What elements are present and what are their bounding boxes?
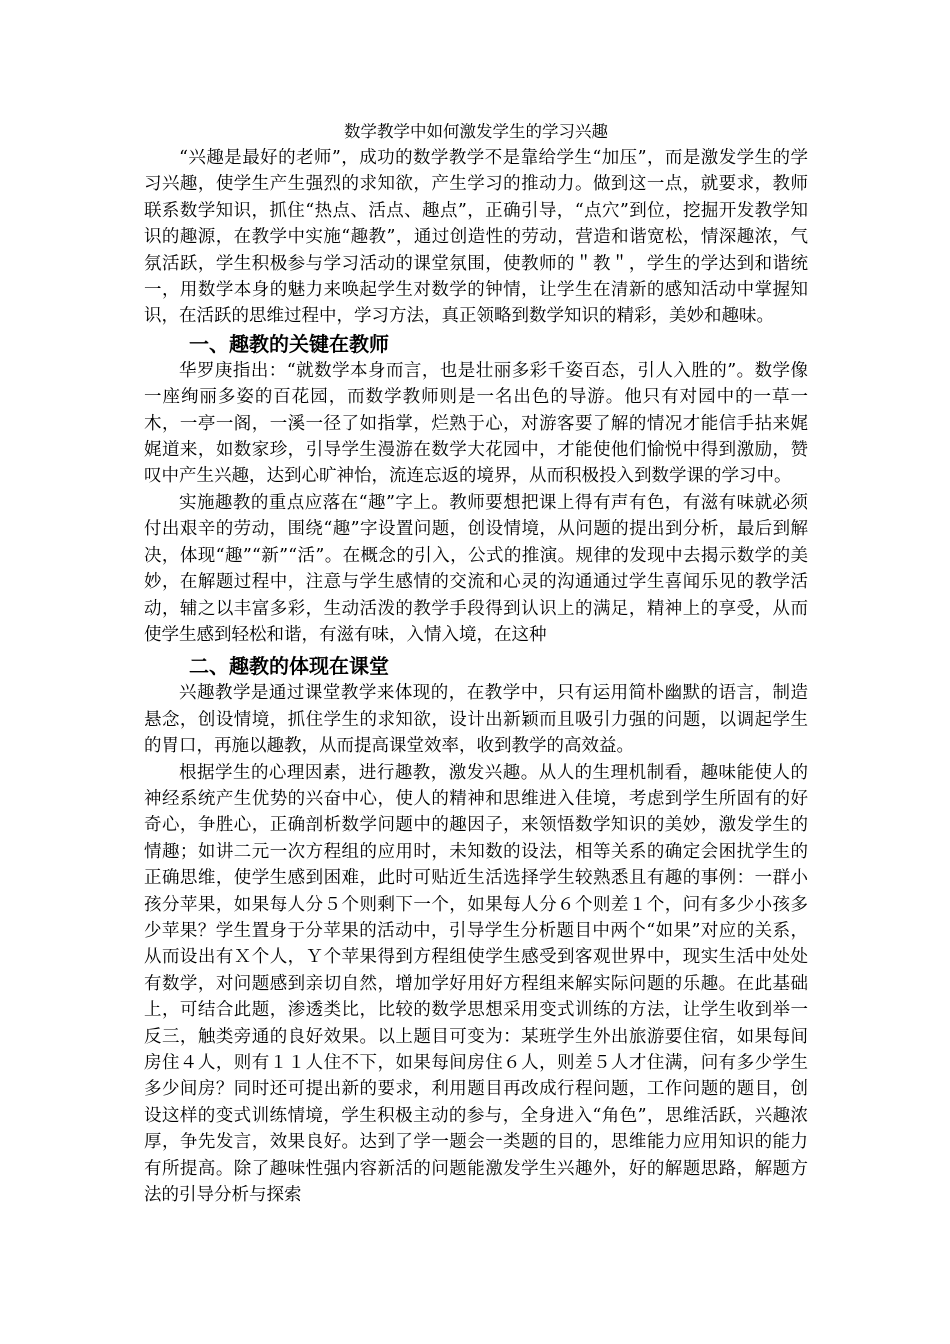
section-1-heading: 一、趣教的关键在教师 — [189, 331, 389, 356]
document-title: 数学教学中如何激发学生的学习兴趣 — [344, 122, 608, 141]
section-1-paragraph-1: 华罗庚指出：“就数学本身而言，也是壮丽多彩千姿百态，引人入胜的”。数学像一座绚丽多姿的百花园，而数学教师则是一名出色的导游。他只有对园中的一草一木，一亭一阁，一溪一径了如指掌，烂熟于心，对游客要了解的情况才能信手拈来娓娓道来，如数家珍，引导学生漫游在数学大花园中，才能使他们愉悦中得到激励，赞叹中产生兴趣，达到心旷神怡，流连忘返的境界，从而积极投入到数学课的学习中。 — [144, 360, 808, 487]
section-2-paragraph-2: 根据学生的心理因素，进行趣教，激发兴趣。从人的生理机制看，趣味能使人的神经系统产生优势的兴奋中心，使人的精神和思维进入佳境，考虑到学生所固有的好奇心，争胜心，正确剖析数学问题中的趣因子，来领悟数学知识的美妙，激发学生的情趣；如讲二元一次方程组的应用时，未知数的设法，相等关系的确定会困扰学生的正确思维，使学生感到困难，此时可贴近生活选择学生较熟悉且有趣的事例：一群小孩分苹果，如果每人分５个则剩下一个，如果每人分６个则差１个，问有多少小孩多少苹果？学生置身于分苹果的活动中，引导学生分析题目中两个“如果”对应的关系，从而设出有Ｘ个人，Ｙ个苹果得到方程组使学生感受到客观世界中，现实生活中处处有数学，对问题感到亲切自然，增加学好用好方程组来解实际问题的乐趣。在此基础上，可结合此题，渗透类比，比较的数学思想采用变式训练的方法，让学生收到举一反三，触类旁通的良好效果。以上题目可变为：某班学生外出旅游要住宿，如果每间房住４人，则有１１人住不下，如果每间房住６人，则差５人才住满，问有多少学生多少间房？同时还可提出新的要求，利用题目再改成行程问题，工作问题的题目，创设这样的变式训练情境，学生积极主动的参与，全身进入“角色”，思维活跃，兴趣浓厚，争先发言，效果良好。达到了学一题会一类题的目的，思维能力应用知识的能力有所提高。除了趣味性强内容新活的问题能激发学生兴趣外，好的解题思路，解题方法的引导分析与探索 — [144, 762, 808, 1206]
intro-paragraph: “兴趣是最好的老师”，成功的数学教学不是靠给学生“加压”，而是激发学生的学习兴趣，使学生产生强烈的求知欲，产生学习的推动力。做到这一点，就要求，教师联系数学知识，抓住“热点、活点、趣点”，正确引导，“点穴”到位，挖掘开发教学知识的趣源，在教学中实施“趣教”，通过创造性的劳动，营造和谐宽松，情深趣浓，气氛活跃，学生积极参与学习活动的课堂氛围，使教师的＂教＂，学生的学达到和谐统一，用数学本身的魅力来唤起学生对数学的钟情，让学生在清新的感知活动中掌握知识，在活跃的思维过程中，学习方法，真正领略到数学知识的精彩，美妙和趣味。 — [144, 148, 808, 327]
document-page — [144, 119, 808, 1208]
section-2-paragraph-1: 兴趣教学是通过课堂教学来体现的，在教学中，只有运用简朴幽默的语言，制造悬念，创设情境，抓住学生的求知欲，设计出新颖而且吸引力强的问题，以调起学生的胃口，再施以趣教，从而提高课堂效率，收到教学的高效益。 — [144, 683, 808, 757]
section-2-heading: 二、趣教的体现在课堂 — [189, 654, 389, 679]
section-1-paragraph-2: 实施趣教的重点应落在“趣”字上。教师要想把课上得有声有色，有滋有味就必须付出艰辛的劳动，围绕“趣”字设置问题，创设情境，从问题的提出到分析，最后到解决，体现“趣”“新”“活”。在概念的引入，公式的推演。规律的发现中去揭示数学的美妙，在解题过程中，注意与学生感情的交流和心灵的沟通通过学生喜闻乐见的教学活动，辅之以丰富多彩，生动活泼的教学手段得到认识上的满足，精神上的享受，从而使学生感到轻松和谐，有滋有味，入情入境，在这种 — [144, 492, 808, 645]
